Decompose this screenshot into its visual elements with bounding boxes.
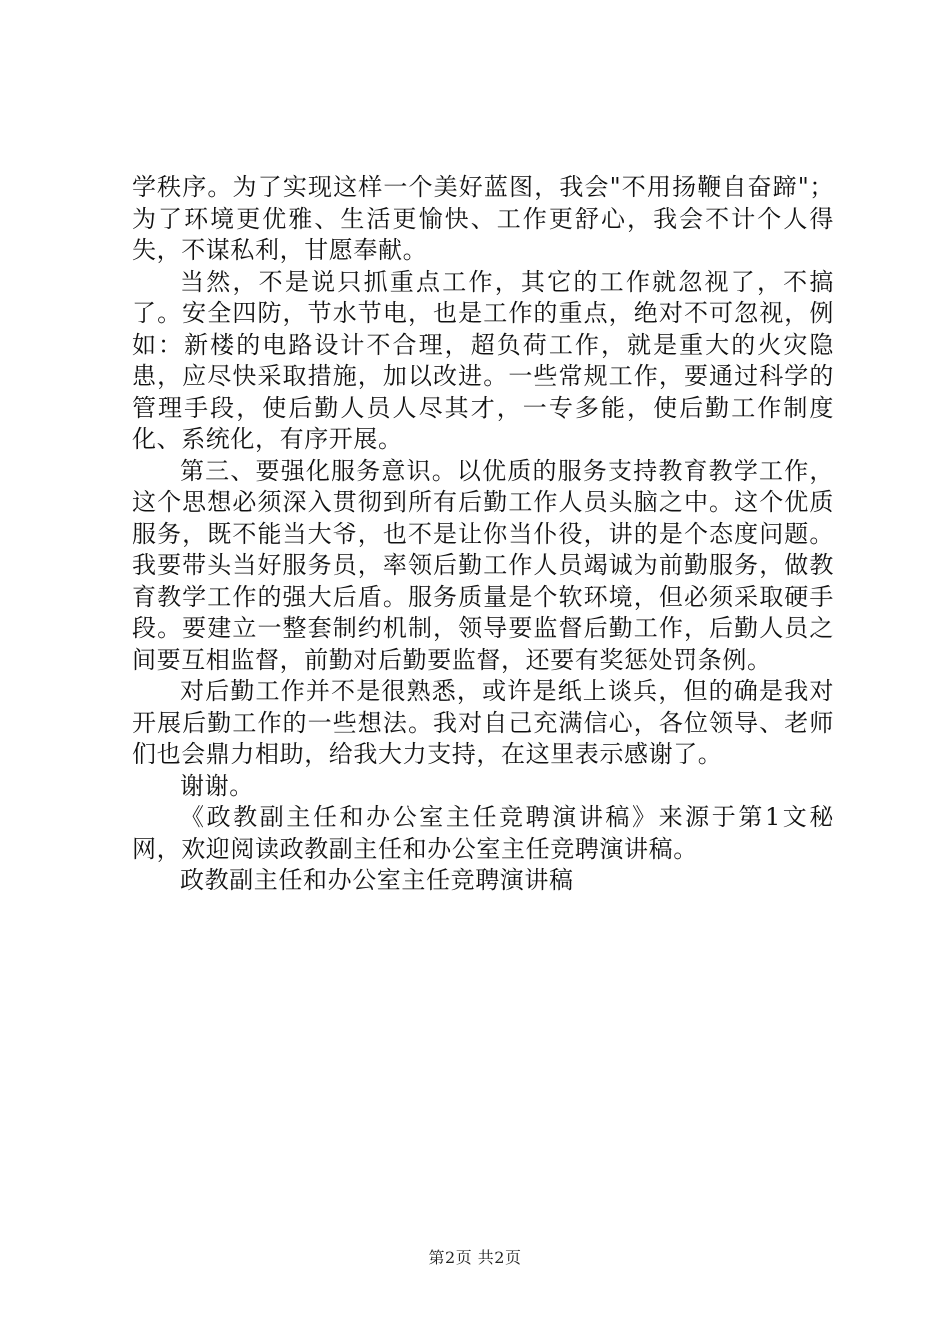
document-body [132, 172, 834, 897]
paragraph-closing-remarks: 对后勤工作并不是很熟悉，或许是纸上谈兵，但的确是我对开展后勤工作的一些想法。我对自己充满信心，各位领导、老师们也会鼎力相助，给我大力支持，在这里表示感谢了。 [132, 677, 834, 768]
paragraph-closing-order: 学秩序。为了实现这样一个美好蓝图，我会"不用扬鞭自奋蹄"；为了环境更优雅、生活更愉快、工作更舒心，我会不计个人得失，不谋私利，甘愿奉献。 [132, 173, 834, 264]
page-footer [0, 1248, 950, 1268]
paragraph-service-awareness: 第三、要强化服务意识。以优质的服务支持教育教学工作，这个思想必须深入贯彻到所有后勤工作人员头脑之中。这个优质服务，既不能当大爷，也不是让你当仆役，讲的是个态度问题。我要带头当好服务员，率领后勤工作人员竭诚为前勤服务，做教育教学工作的强大后盾。服务质量是个软环境，但必须采取硬手段。要建立一整套制约机制，领导要监督后勤工作，后勤人员之间要互相监督，前勤对后勤要监督，还要有奖惩处罚条例。 [132, 456, 834, 674]
paragraph-doc-title: 政教副主任和办公室主任竞聘演讲稿 [180, 866, 574, 894]
page-number-label: 第2页 共2页 [428, 1248, 522, 1267]
paragraph-source-note: 《政教副主任和办公室主任竞聘演讲稿》来源于第1文秘网，欢迎阅读政教副主任和办公室主任竞聘演讲稿。 [132, 803, 834, 863]
paragraph-thanks: 谢谢。 [180, 771, 254, 800]
paragraph-routine-work: 当然，不是说只抓重点工作，其它的工作就忽视了，不搞了。安全四防，节水节电，也是工作的重点，绝对不可忽视，例如：新楼的电路设计不合理，超负荷工作，就是重大的火灾隐患，应尽快采取措施，加以改进。一些常规工作，要通过科学的管理手段，使后勤人员人尽其才，一专多能，使后勤工作制度化、系统化，有序开展。 [132, 267, 834, 453]
